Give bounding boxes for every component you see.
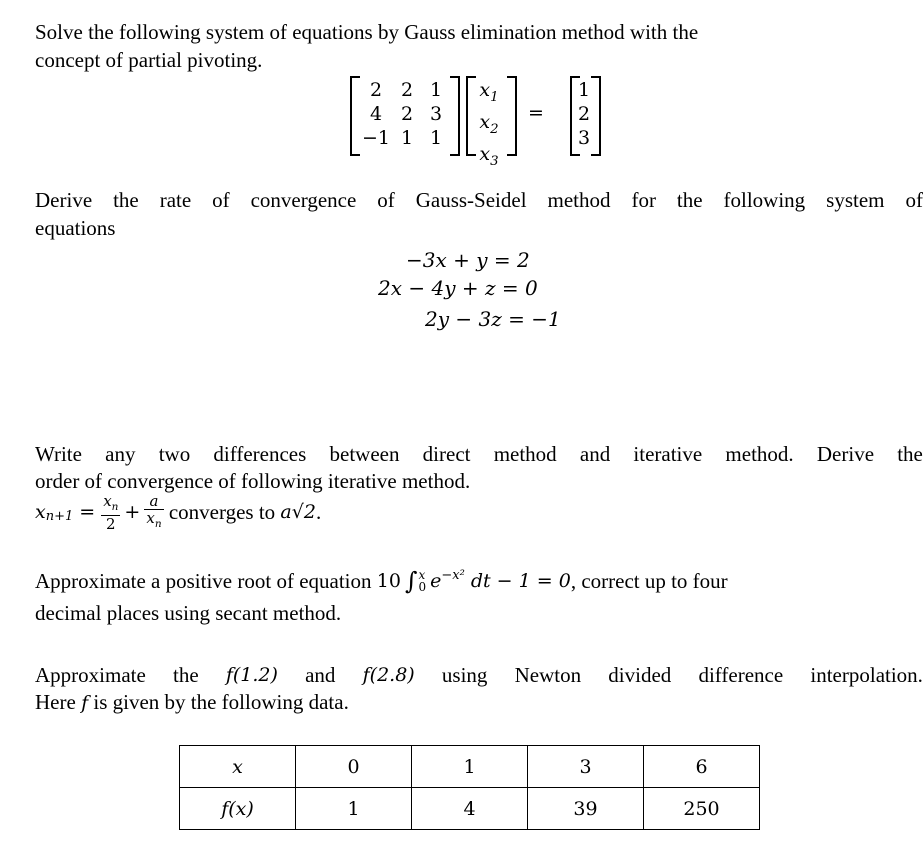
q3-text-line2: order of convergence of following iterative method.: [35, 469, 471, 493]
vector-cell: 1: [577, 79, 591, 101]
table-row: [180, 788, 760, 830]
matrix-cell: 4: [369, 103, 383, 125]
q2-equation-1: −3x + y = 2: [406, 248, 530, 272]
vector-cell: $x_2$: [479, 110, 499, 137]
q5-text-line1: Approximate the f(1.2) and f(2.8) using Newton divided difference interpolation.: [35, 663, 923, 687]
q4-text-line2: decimal places using secant method.: [35, 601, 342, 625]
table-cell: 1: [296, 788, 412, 830]
table-cell: 1: [412, 746, 528, 788]
q1-text-line2: concept of partial pivoting.: [35, 48, 263, 72]
table-cell: 250: [644, 788, 760, 830]
matrix-cell: 3: [429, 103, 443, 125]
vector-cell: 3: [577, 127, 591, 149]
q2-equation-2: 2x − 4y + z = 0: [378, 276, 538, 300]
table-row: [180, 746, 760, 788]
q4-text-line1: Approximate a positive root of equation 10 ∫ x 0 e $^{-x^2}$ dt − 1 = 0 , correct up to four: [35, 567, 728, 595]
matrix-cell: 2: [369, 79, 383, 101]
matrix-cell: 2: [400, 79, 414, 101]
q2-text-line1: Derive the rate of convergence of Gauss-Seidel method for the following system of: [35, 188, 923, 212]
q5-data-table: [179, 745, 760, 830]
vector-cell: 2: [577, 103, 591, 125]
fraction: $\frac{a}{x_n}$: [146, 491, 162, 530]
matrix-cell: 2: [400, 103, 414, 125]
q2-text-line2: equations: [35, 216, 116, 240]
q5-text-line2: Here f is given by the following data.: [35, 690, 349, 714]
matrix-cell: −1: [362, 127, 391, 149]
q1-equals-sign: =: [528, 102, 544, 124]
q3-iterative-formula: x $_{n+1}$ = $\frac{x_n}{2}$ + $\frac{a}{x_n}$ converges to a√2 .: [35, 491, 322, 533]
matrix-cell: 1: [400, 127, 414, 149]
matrix-cell: 1: [429, 127, 443, 149]
table-cell: 3: [528, 746, 644, 788]
vector-cell: $x_3$: [479, 142, 499, 169]
q2-equation-3: 2y − 3z = −1: [425, 307, 561, 331]
table-cell: f(x): [180, 788, 296, 830]
table-cell: 0: [296, 746, 412, 788]
vector-cell: $x_1$: [479, 79, 499, 105]
matrix-cell: 1: [429, 79, 443, 101]
table-cell: 39: [528, 788, 644, 830]
table-cell: x: [180, 746, 296, 788]
fraction: $\frac{x_n}{2}$: [103, 491, 119, 533]
q3-text-line1: Write any two differences between direct method and iterative method. Derive the: [35, 442, 923, 466]
table-cell: 4: [412, 788, 528, 830]
q1-text-line1: Solve the following system of equations by Gauss elimination method with the: [35, 20, 699, 44]
table-cell: 6: [644, 746, 760, 788]
